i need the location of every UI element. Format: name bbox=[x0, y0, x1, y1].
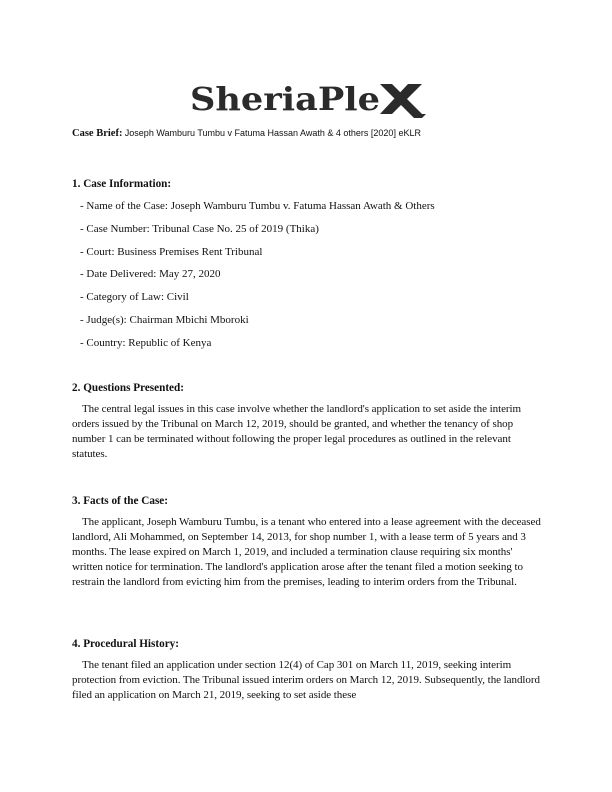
case-brief-label: Case Brief: bbox=[72, 128, 123, 139]
case-information-section bbox=[72, 177, 542, 350]
case-name-item: - Name of the Case: Joseph Wamburu Tumbu v. Fatuma Hassan Awath & Others bbox=[80, 200, 435, 212]
category-item: - Category of Law: Civil bbox=[80, 291, 189, 304]
judges-item: - Judge(s): Chairman Mbichi Mboroki bbox=[80, 313, 249, 326]
case-brief-line bbox=[72, 128, 552, 139]
date-delivered-item: - Date Delivered: May 27, 2020 bbox=[80, 268, 221, 281]
section-body: The central legal issues in this case involve whether the landlord's application to set aside the interim orders issued by the Tribunal on March 12, 2019, should be granted, and whether the tenancy of shop number 1 can be terminated without following the proper legal procedures as outlined in the relevant statutes. bbox=[72, 403, 522, 460]
section-body: The tenant filed an application under section 12(4) of Cap 301 on March 11, 2019, seeking interim protection from eviction. The Tribunal issued interim orders on March 12, 2019. Subsequently, the landlord filed an application on March 21, 2019, seeking to set aside these bbox=[72, 659, 540, 701]
section-heading: 4. Procedural History: bbox=[72, 638, 179, 650]
case-number-item: - Case Number: Tribunal Case No. 25 of 2019 (Thika) bbox=[80, 222, 319, 235]
section-heading: 1. Case Information: bbox=[72, 178, 172, 190]
logo-text: SheriaPle bbox=[190, 80, 380, 118]
country-item: - Country: Republic of Kenya bbox=[80, 336, 212, 349]
questions-presented-section bbox=[72, 381, 542, 462]
court-item: - Court: Business Premises Rent Tribunal bbox=[80, 245, 263, 258]
logo-x-mark bbox=[380, 84, 426, 118]
sheriaplex-logo bbox=[0, 78, 612, 118]
case-info-list bbox=[80, 199, 542, 350]
case-brief-title: Joseph Wamburu Tumbu v Fatuma Hassan Awath & 4 others [2020] eKLR bbox=[124, 128, 421, 138]
facts-section bbox=[72, 494, 542, 590]
section-heading: 3. Facts of the Case: bbox=[72, 495, 169, 507]
section-heading: 2. Questions Presented: bbox=[72, 382, 184, 394]
section-body: The applicant, Joseph Wamburu Tumbu, is a tenant who entered into a lease agreement with the deceased landlord, Ali Mohammed, on September 14, 2013, for shop number 1, with a lease term of 5 years and 3 months. The lease expired on March 1, 2019, and included a termination clause requiring six months' written notice for termination. The landlord's application arose after the tenant filed a motion seeking to restrain the landlord from evicting him from the premises, leading to interim orders from the Tribunal. bbox=[72, 516, 541, 588]
procedural-history-section bbox=[72, 637, 542, 703]
